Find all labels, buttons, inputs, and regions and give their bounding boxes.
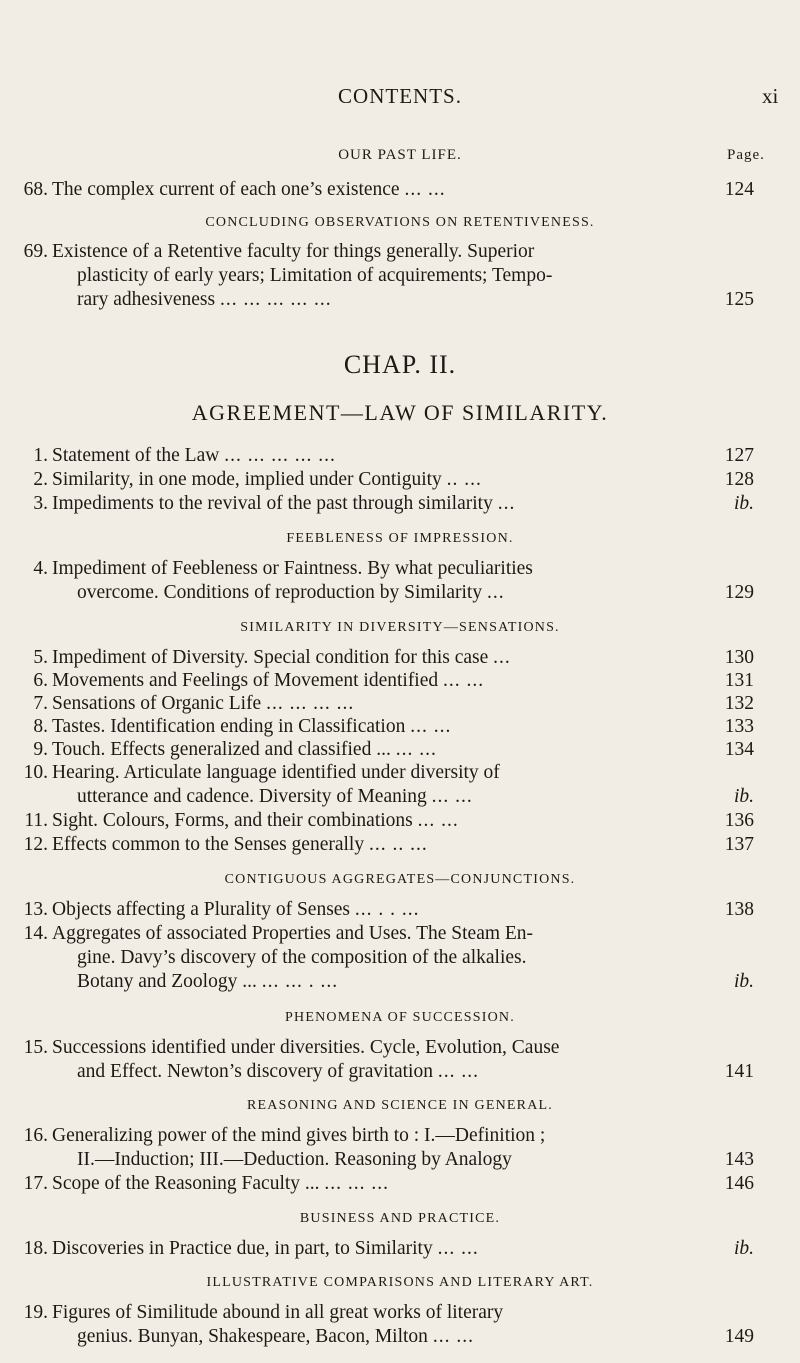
entry-page: 133 (724, 716, 754, 737)
entry-page: 129 (724, 582, 754, 603)
entry-title: Hearing. Articulate language identified under diversity of utterance and cadence. Diversity of Meaning ... ... (52, 762, 500, 807)
entry-title: Scope of the Reasoning Faculty ... ... ... ... (52, 1173, 390, 1194)
entry-page: 136 (724, 810, 754, 831)
entry-number: 15. (23, 1037, 48, 1058)
subheading-reasoning: REASONING AND SCIENCE IN GENERAL. (247, 1098, 553, 1113)
entry-number: 8. (33, 716, 48, 737)
entry-number: 68. (23, 179, 48, 200)
entry-page: 137 (724, 834, 754, 855)
subheading-similarity: SIMILARITY IN DIVERSITY—SENSATIONS. (240, 620, 560, 635)
entry-title: Impediment of Diversity. Special condition for this case ... (52, 647, 511, 668)
entry-number: 13. (23, 899, 48, 920)
entry-title: The complex current of each one’s existence ... ... (52, 179, 446, 200)
entry-page: 124 (724, 179, 754, 200)
entry-number: 3. (33, 493, 48, 514)
entry-title: Similarity, in one mode, implied under Contiguity .. ... (52, 469, 482, 490)
subheading-business: BUSINESS AND PRACTICE. (299, 1211, 501, 1226)
entry-page: ib. (733, 1238, 754, 1259)
entry-page: ib. (733, 493, 754, 514)
entry-page: 149 (724, 1326, 754, 1347)
entry-page: ib. (733, 786, 754, 807)
section-heading: OUR PAST LIFE. (338, 147, 462, 163)
chapter-title: AGREEMENT—LAW OF SIMILARITY. (191, 400, 609, 425)
entry-page: 131 (724, 670, 754, 691)
entry-page: 128 (724, 469, 754, 490)
entry-number: 2. (33, 469, 48, 490)
entry-title: Existence of a Retentive faculty for things generally. Superior plasticity of early years; Limitation of acquirements; Tempo- rary adhesiveness ... ... ... ... ... (52, 241, 553, 310)
entry-number: 16. (23, 1125, 48, 1146)
subheading-phenomena: PHENOMENA OF SUCCESSION. (285, 1010, 515, 1025)
entry-page: 146 (724, 1173, 754, 1194)
entry-number: 69. (23, 241, 48, 262)
subheading-concluding: CONCLUDING OBSERVATIONS ON RETENTIVENESS. (205, 215, 595, 230)
entry-page: 134 (724, 739, 754, 760)
entry-page: 138 (724, 899, 754, 920)
subheading-contiguous: CONTIGUOUS AGGREGATES—CONJUNCTIONS. (224, 872, 576, 887)
entry-page: 127 (724, 445, 754, 466)
entry-title: Touch. Effects generalized and classified ... ... ... (52, 739, 437, 760)
entry-title: Effects common to the Senses generally ... .. ... (52, 834, 428, 855)
entry-number: 9. (33, 739, 48, 760)
entry-page: 125 (724, 289, 754, 310)
entry-number: 1. (33, 445, 48, 466)
entry-number: 4. (33, 558, 48, 579)
entry-number: 19. (23, 1302, 48, 1323)
entry-number: 18. (23, 1238, 48, 1259)
entry-page: 141 (724, 1061, 754, 1082)
entry-title: Generalizing power of the mind gives birth to : I.—Definition ; II.—Induction; III.—Deduction. Reasoning by Analogy (52, 1125, 546, 1170)
entry-number: 10. (23, 762, 48, 783)
chapter-label: CHAP. II. (343, 350, 457, 379)
entry-page: 143 (724, 1149, 754, 1170)
entry-page: ib. (733, 971, 754, 992)
entry-title: Movements and Feelings of Movement identified ... ... (52, 670, 485, 691)
page-column-heading: Page. (727, 147, 765, 163)
entry-number: 12. (23, 834, 48, 855)
entry-number: 11. (24, 810, 48, 831)
entry-title: Sensations of Organic Life ... ... ... ... (52, 693, 355, 714)
entry-number: 14. (23, 923, 48, 944)
entry-title: Aggregates of associated Properties and Uses. The Steam En- gine. Davy’s discovery of the composition of the alkalies. Botany and Zoology ... ... ... . ... (52, 923, 534, 992)
page-folio: xi (762, 84, 779, 108)
entry-title: Figures of Similitude abound in all great works of literary genius. Bunyan, Shakespeare, Bacon, Milton ... ... (52, 1302, 504, 1347)
entry-number: 17. (23, 1173, 48, 1194)
entry-page: 130 (724, 647, 754, 668)
entry-title: Statement of the Law ... ... ... ... ... (52, 445, 336, 466)
subheading-illustrative: ILLUSTRATIVE COMPARISONS AND LITERARY ART. (206, 1275, 594, 1290)
entry-page: 132 (724, 693, 754, 714)
entry-title: Objects affecting a Plurality of Senses ... . . ... (52, 899, 420, 920)
entry-title: Successions identified under diversities. Cycle, Evolution, Cause and Effect. Newton’s discovery of gravitation ... ... (52, 1037, 560, 1082)
entry-title: Impediment of Feebleness or Faintness. By what peculiarities overcome. Conditions of reproduction by Similarity ... (52, 558, 533, 603)
entry-title: Discoveries in Practice due, in part, to Similarity ... ... (52, 1238, 479, 1259)
entry-number: 5. (33, 647, 48, 668)
entry-number: 7. (33, 693, 48, 714)
entry-number: 6. (33, 670, 48, 691)
subheading-feebleness: FEEBLENESS OF IMPRESSION. (286, 531, 514, 546)
running-head-title: CONTENTS. (338, 84, 462, 108)
entry-title: Tastes. Identification ending in Classification ... ... (52, 716, 452, 737)
entry-title: Sight. Colours, Forms, and their combinations ... ... (52, 810, 459, 831)
entry-title: Impediments to the revival of the past through similarity ... (52, 493, 516, 514)
